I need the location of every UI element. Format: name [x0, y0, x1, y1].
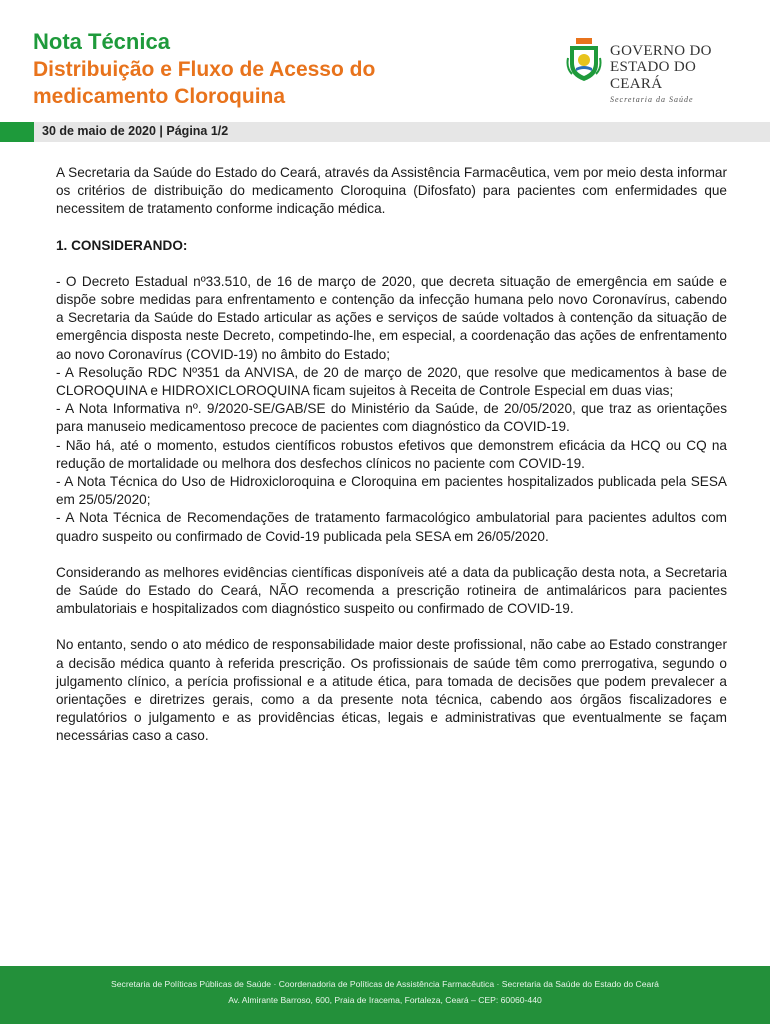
- document-subtitle-line1: Distribuição e Fluxo de Acesso do: [33, 58, 376, 81]
- document-body: [56, 164, 727, 746]
- document-subtitle-line2: medicamento Cloroquina: [33, 85, 286, 108]
- date-bar: [0, 122, 770, 142]
- footer-departments: Secretaria de Políticas Públicas de Saúde · Coordenadoria de Políticas de Assistência Farmacêutica · Secretaria da Saúde do Estado do Ceará: [111, 979, 659, 989]
- state-crest-icon: [566, 38, 602, 82]
- section-heading: 1. CONSIDERANDO:: [56, 237, 188, 253]
- logo-line2: ESTADO DO CEARÁ: [610, 59, 697, 92]
- intro-paragraph: A Secretaria da Saúde do Estado do Ceará, através da Assistência Farmacêutica, vem por meio desta informar os critérios de distribuição do medicamento Cloroquina (Difosfato) para pacientes com enfermidades que necessitem de tratamento conforme indicação médica.: [56, 165, 727, 217]
- consideration-item: - A Resolução RDC Nº351 da ANVISA, de 20 de março de 2020, que resolve que medicamentos à base de CLOROQUINA e HIDROXICLOROQUINA ficam sujeitos à Receita de Controle Especial em duas vias;: [56, 364, 727, 399]
- logo-line1: GOVERNO DO: [610, 43, 712, 59]
- footer-address: Av. Almirante Barroso, 600, Praia de Iracema, Fortaleza, Ceará – CEP: 60060-440: [228, 995, 542, 1005]
- recommendation-paragraph: Considerando as melhores evidências científicas disponíveis até a data da publicação desta nota, a Secretaria de Saúde do Estado do Ceará, NÃO recomenda a prescrição rotineira de antimaláricos para pacientes ambulatoriais e hospitalizados com diagnóstico suspeito ou confirmado de COVID-19.: [56, 564, 727, 617]
- medical-autonomy-paragraph: No entanto, sendo o ato médico de responsabilidade maior deste profissional, não cabe ao Estado constranger a decisão médica quanto à referida prescrição. Os profissionais de saúde têm como prerrogativa, segundo o julgamento clínico, a perícia profissional e a atitude ética, para tomada de decisões que podem prevalecer a orientações e diretrizes gerais, como a da presente nota técnica, cabendo aos órgãos fiscalizadores e regulatórios o julgamento e as providências éticas, legais e administrativas que eventualmente se façam necessárias caso a caso.: [56, 637, 727, 744]
- document-title: Nota Técnica: [33, 29, 170, 54]
- document-header: [0, 0, 770, 122]
- consideration-item: - A Nota Informativa nº. 9/2020-SE/GAB/SE do Ministério da Saúde, de 20/05/2020, que traz as orientações para manuseio medicamentoso precoce de pacientes com diagnóstico da COVID-19.: [56, 401, 727, 435]
- date-bar-accent: [0, 122, 34, 142]
- title-block: [33, 28, 375, 110]
- consideration-item: - A Nota Técnica de Recomendações de tratamento farmacológico ambulatorial para pacientes adultos com quadro suspeito ou confirmado de Covid-19 publicada pela SESA em 26/05/2020.: [56, 510, 727, 544]
- consideration-item: - O Decreto Estadual nº33.510, de 16 de março de 2020, que decreta situação de emergência em saúde e dispõe sobre medidas para enfrentamento e contenção da infecção humana pelo novo Coronavírus, cabendo a Secretaria da Saúde do Estado articular as ações e serviços de saúde voltados à contenção da situação de emergência disposta neste Decreto, competindo-lhe, em especial, a coordenação das ações de enfrentamento ao novo Coronavírus (COVID-19) no âmbito do Estado;: [56, 273, 727, 362]
- government-logo: [566, 38, 746, 104]
- date-page-label: 30 de maio de 2020 | Página 1/2: [42, 124, 229, 138]
- logo-line3: Secretaria da Saúde: [610, 95, 694, 104]
- document-footer: [0, 966, 770, 1024]
- consideration-item: - Não há, até o momento, estudos científicos robustos efetivos que demonstrem eficácia da HCQ ou CQ na redução de mortalidade ou melhora dos desfechos clínicos no paciente com COVID-19.: [56, 437, 727, 471]
- logo-text: [610, 44, 746, 104]
- consideration-item: - A Nota Técnica do Uso de Hidroxicloroquina e Cloroquina em pacientes hospitalizados publicada pela SESA em 25/05/2020;: [56, 474, 727, 508]
